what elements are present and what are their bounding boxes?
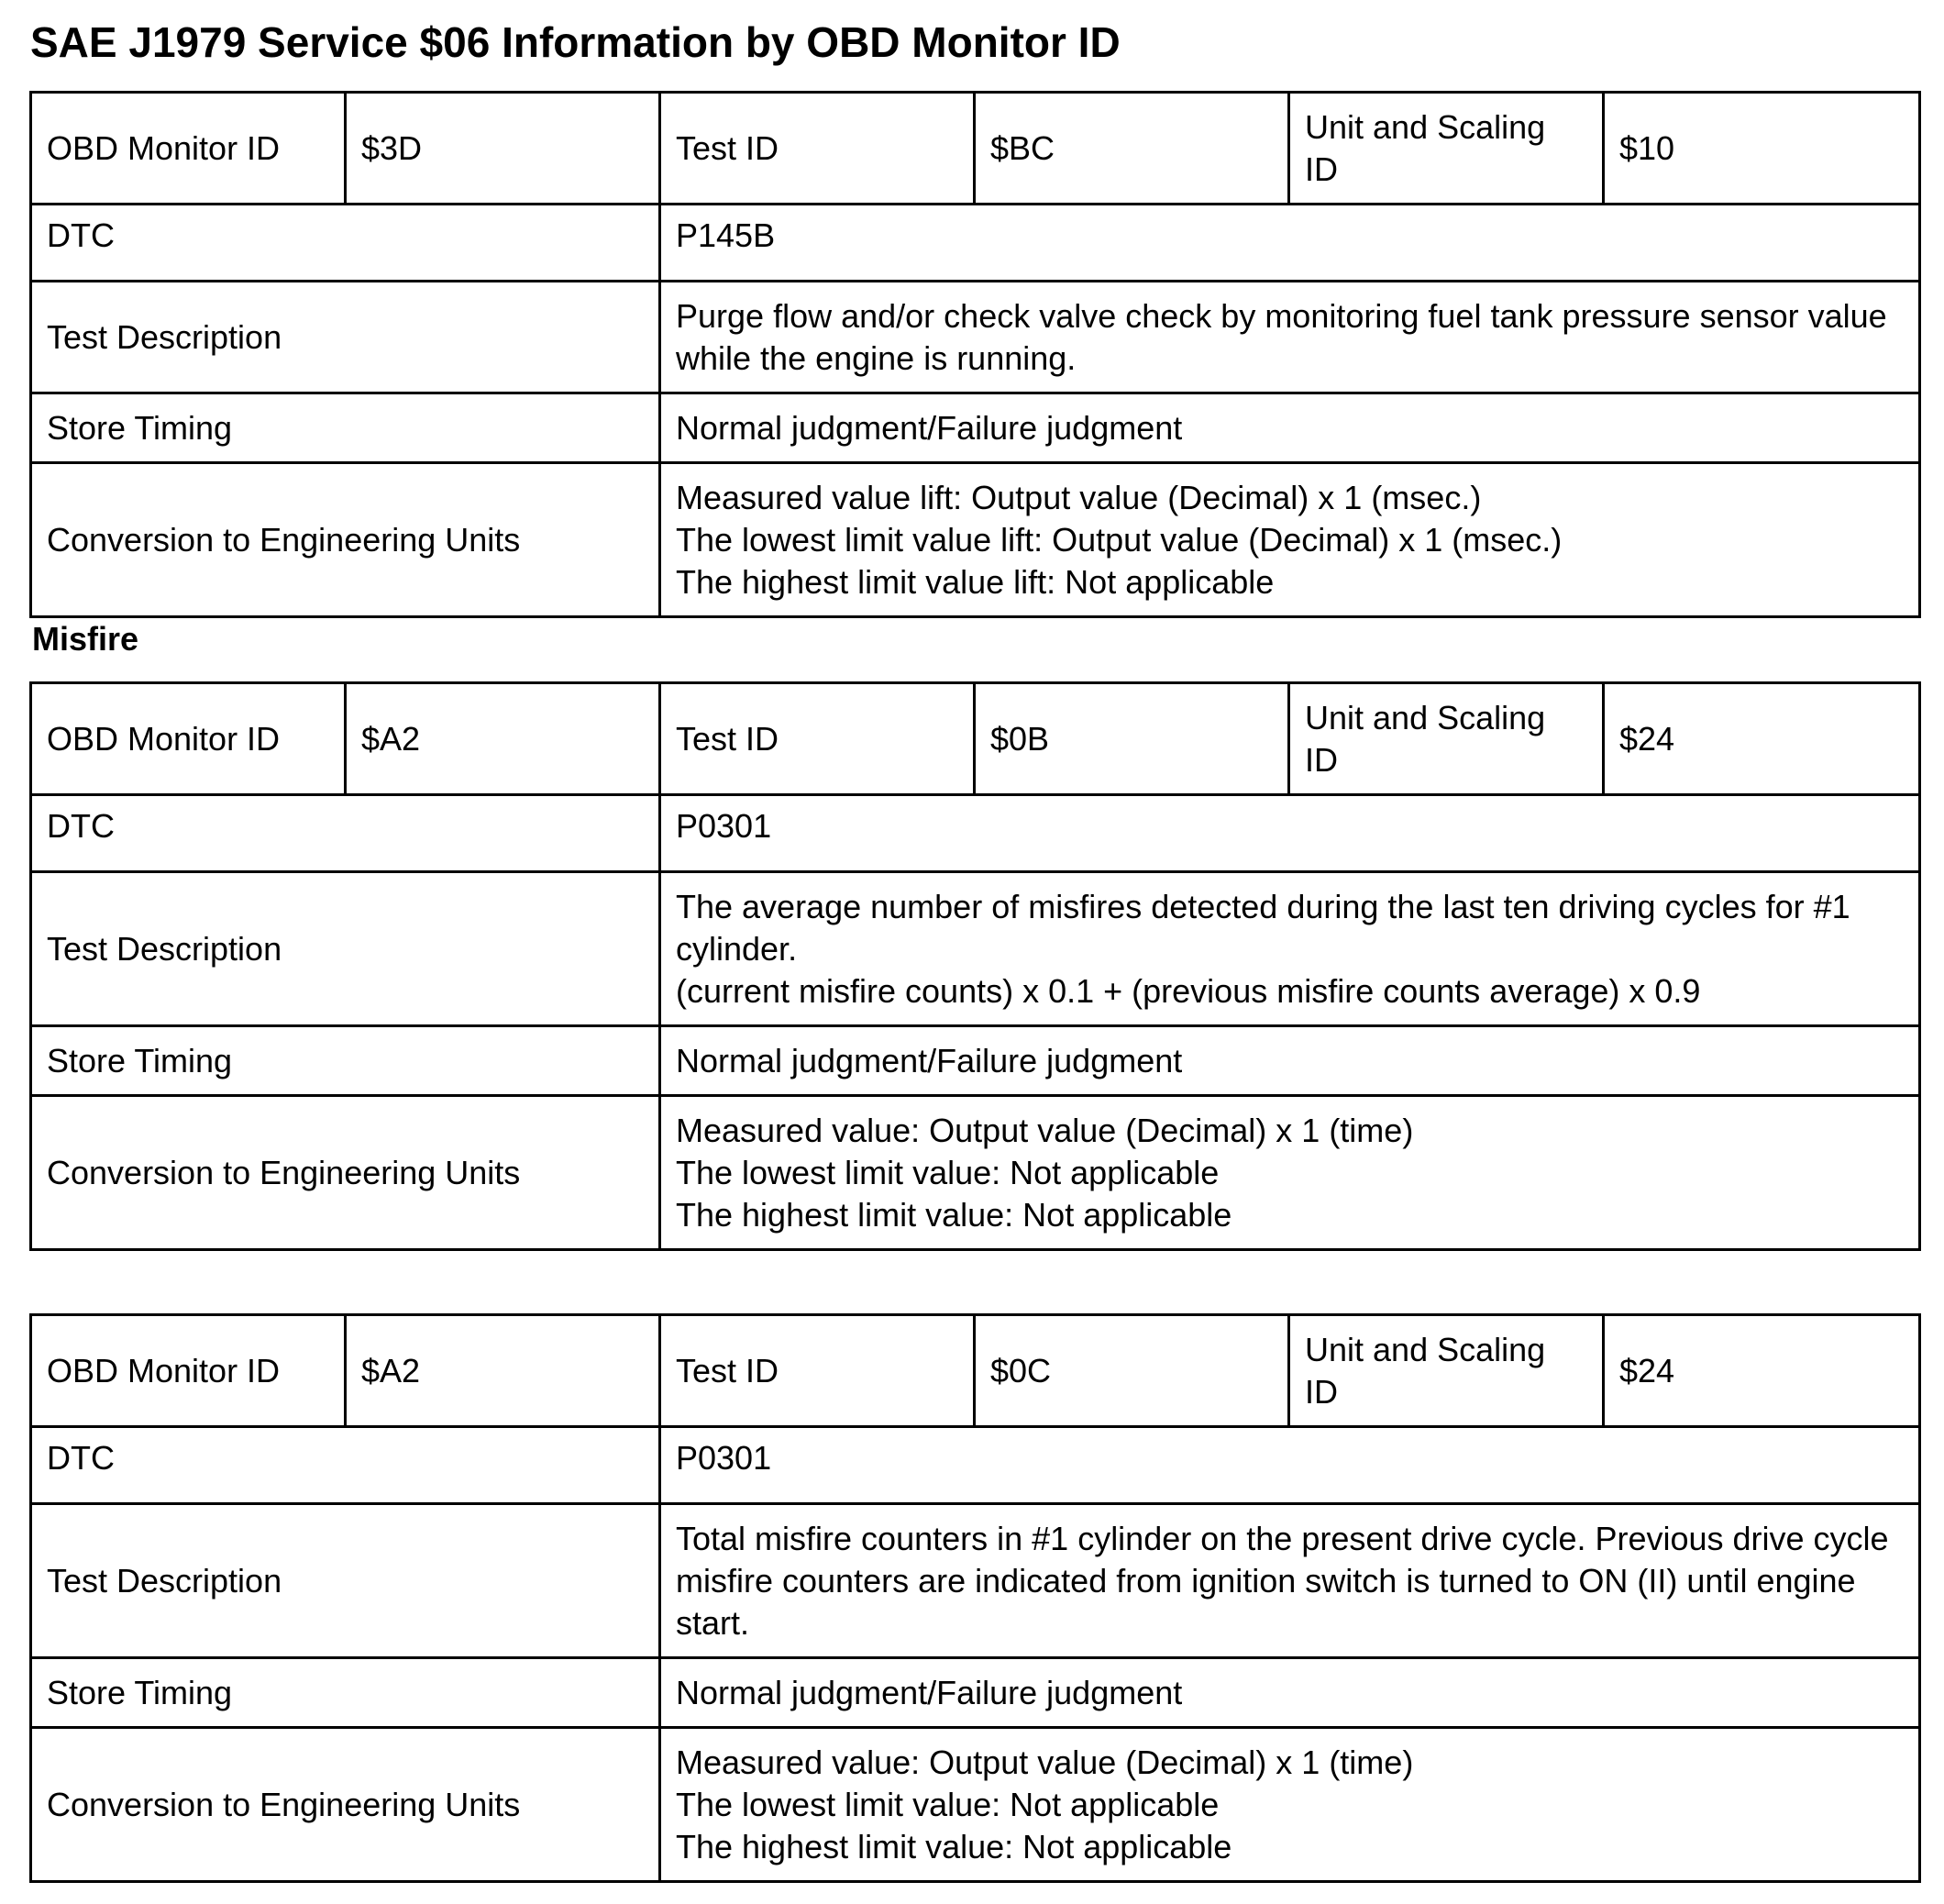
- obd-monitor-table-1: [29, 91, 1921, 618]
- test-id-value: $BC: [975, 93, 1289, 205]
- dtc-value: P0301: [660, 795, 1920, 872]
- section-heading-misfire: Misfire: [32, 620, 139, 658]
- table-row: [31, 1504, 1920, 1658]
- monitor-id-label: OBD Monitor ID: [31, 683, 346, 795]
- test-id-value: $0C: [975, 1315, 1289, 1427]
- unit-scaling-id-label: Unit and Scaling ID: [1289, 93, 1604, 205]
- page-title: SAE J1979 Service $06 Information by OBD Monitor ID: [30, 18, 1121, 66]
- table-row: [31, 1427, 1920, 1504]
- test-description-value: Total misfire counters in #1 cylinder on the present drive cycle. Previous drive cycle misfire counters are indicated from ignition switch is turned to ON (II) until engine start.: [660, 1504, 1920, 1658]
- test-description-value: Purge flow and/or check valve check by monitoring fuel tank pressure sensor value while the engine is running.: [660, 282, 1920, 393]
- unit-scaling-id-label: Unit and Scaling ID: [1289, 683, 1604, 795]
- table-row: [31, 1728, 1920, 1882]
- store-timing-label: Store Timing: [31, 393, 660, 463]
- table-row: [31, 795, 1920, 872]
- table-row: [31, 1026, 1920, 1096]
- test-id-label: Test ID: [660, 1315, 975, 1427]
- conversion-label: Conversion to Engineering Units: [31, 1096, 660, 1250]
- table-row: [31, 1658, 1920, 1728]
- table-row: [31, 683, 1920, 795]
- test-id-label: Test ID: [660, 683, 975, 795]
- table-row: [31, 93, 1920, 205]
- conversion-label: Conversion to Engineering Units: [31, 1728, 660, 1882]
- conversion-value: Measured value: Output value (Decimal) x 1 (time) The lowest limit value: Not applicable The highest limit value: Not applicable: [660, 1096, 1920, 1250]
- unit-scaling-id-value: $24: [1604, 1315, 1920, 1427]
- unit-scaling-id-value: $24: [1604, 683, 1920, 795]
- store-timing-label: Store Timing: [31, 1658, 660, 1728]
- conversion-label: Conversion to Engineering Units: [31, 463, 660, 617]
- monitor-id-label: OBD Monitor ID: [31, 1315, 346, 1427]
- table-row: [31, 393, 1920, 463]
- store-timing-label: Store Timing: [31, 1026, 660, 1096]
- conversion-value: Measured value lift: Output value (Decimal) x 1 (msec.) The lowest limit value lift: Output value (Decimal) x 1 (msec.) The highest limit value lift: Not applicable: [660, 463, 1920, 617]
- test-description-label: Test Description: [31, 282, 660, 393]
- store-timing-value: Normal judgment/Failure judgment: [660, 393, 1920, 463]
- unit-scaling-id-label: Unit and Scaling ID: [1289, 1315, 1604, 1427]
- dtc-label: DTC: [31, 795, 660, 872]
- conversion-value: Measured value: Output value (Decimal) x 1 (time) The lowest limit value: Not applicable The highest limit value: Not applicable: [660, 1728, 1920, 1882]
- store-timing-value: Normal judgment/Failure judgment: [660, 1026, 1920, 1096]
- table-row: [31, 205, 1920, 282]
- obd-monitor-table-2: [29, 681, 1921, 1251]
- dtc-label: DTC: [31, 205, 660, 282]
- test-id-label: Test ID: [660, 93, 975, 205]
- table-row: [31, 872, 1920, 1026]
- store-timing-value: Normal judgment/Failure judgment: [660, 1658, 1920, 1728]
- test-id-value: $0B: [975, 683, 1289, 795]
- table-row: [31, 1315, 1920, 1427]
- table-row: [31, 282, 1920, 393]
- dtc-value: P145B: [660, 205, 1920, 282]
- table-row: [31, 463, 1920, 617]
- table-row: [31, 1096, 1920, 1250]
- test-description-label: Test Description: [31, 872, 660, 1026]
- obd-monitor-table-3: [29, 1313, 1921, 1883]
- dtc-value: P0301: [660, 1427, 1920, 1504]
- test-description-label: Test Description: [31, 1504, 660, 1658]
- monitor-id-value: $A2: [346, 1315, 660, 1427]
- monitor-id-value: $A2: [346, 683, 660, 795]
- unit-scaling-id-value: $10: [1604, 93, 1920, 205]
- dtc-label: DTC: [31, 1427, 660, 1504]
- monitor-id-value: $3D: [346, 93, 660, 205]
- monitor-id-label: OBD Monitor ID: [31, 93, 346, 205]
- test-description-value: The average number of misfires detected during the last ten driving cycles for #1 cylinder. (current misfire counts) x 0.1 + (previous misfire counts average) x 0.9: [660, 872, 1920, 1026]
